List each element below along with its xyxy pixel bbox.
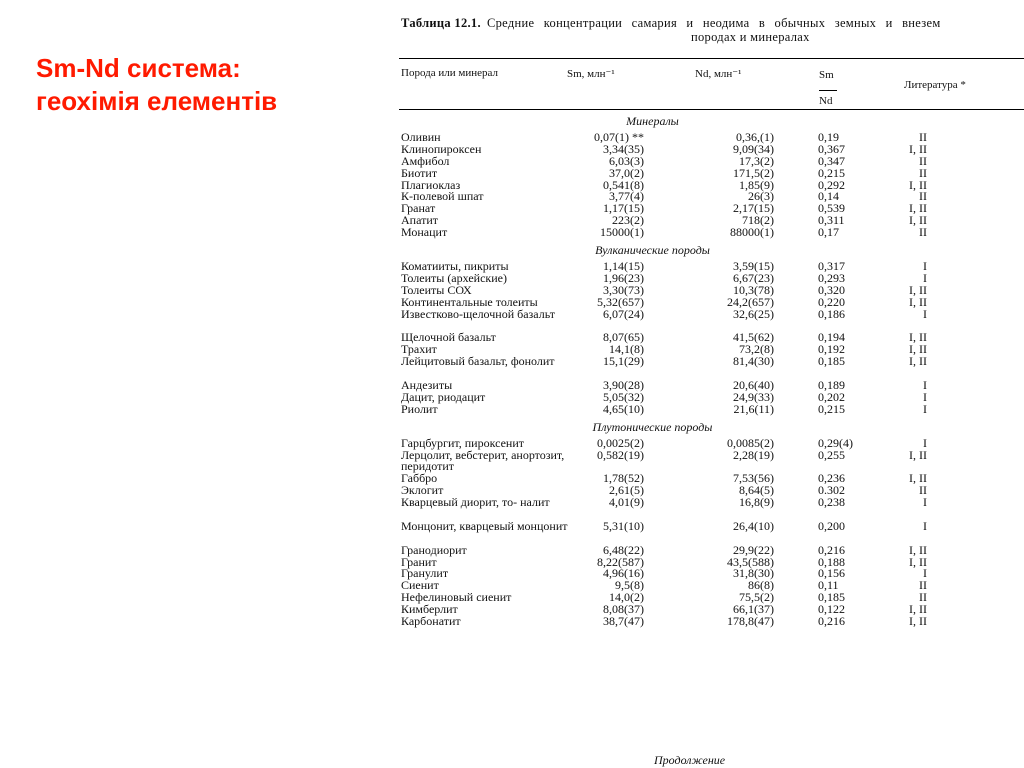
cell-rock: Кимберлит bbox=[401, 602, 458, 617]
cell-nd: 7,53(56) bbox=[733, 471, 774, 486]
cell-nd: 73,2(8) bbox=[739, 342, 774, 357]
cell-ratio: 0,189 bbox=[818, 377, 845, 392]
slide-title-line-1: Sm-Nd система: bbox=[36, 53, 241, 83]
cell-ratio: 0,292 bbox=[818, 177, 845, 192]
cell-ratio: 0,17 bbox=[818, 225, 839, 240]
cell-sm: 14,1(8) bbox=[609, 342, 644, 357]
table-caption-line-1: Средние концентрации самария и неодима в обычных земных и внезем bbox=[487, 16, 941, 30]
cell-lit: I, II bbox=[909, 141, 927, 156]
cell-lit: I, II bbox=[909, 602, 927, 617]
table-row bbox=[399, 153, 1024, 168]
table-row bbox=[399, 306, 1024, 333]
header-ratio-bottom: Nd bbox=[819, 95, 833, 107]
cell-sm: 5,32(657) bbox=[597, 294, 644, 309]
cell-ratio: 0,19 bbox=[818, 130, 839, 144]
cell-sm: 3,34(35) bbox=[603, 141, 644, 156]
section-title: Плутонические породы bbox=[592, 419, 713, 434]
cell-ratio: 0,200 bbox=[818, 518, 845, 533]
table-caption-line-2: породах и минералах bbox=[691, 30, 810, 44]
cell-rock: Кварцевый диорит, то- налит bbox=[401, 495, 550, 510]
cell-nd: 20,6(40) bbox=[733, 377, 774, 392]
cell-rock: Толеиты (архейские) bbox=[401, 270, 507, 285]
cell-ratio: 0,156 bbox=[818, 566, 845, 581]
cell-lit: II bbox=[919, 189, 927, 204]
cell-sm: 8,07(65) bbox=[603, 330, 644, 345]
section-title: Вулканические породы bbox=[595, 243, 710, 258]
cell-lit: I bbox=[923, 518, 927, 533]
cell-nd: 8,64(5) bbox=[739, 483, 774, 498]
table-caption-label: Таблица 12.1. bbox=[401, 16, 481, 30]
table-row bbox=[399, 215, 1024, 227]
cell-rock: Апатит bbox=[401, 213, 439, 228]
table-row bbox=[399, 604, 1024, 616]
cell-sm: 3,30(73) bbox=[603, 282, 644, 297]
cell-lit: II bbox=[919, 225, 927, 240]
table-row bbox=[399, 177, 1024, 192]
cell-nd: 2,17(15) bbox=[733, 201, 774, 216]
cell-lit: I bbox=[923, 495, 927, 510]
cell-ratio: 0,11 bbox=[818, 578, 839, 593]
cell-lit: I, II bbox=[909, 330, 927, 345]
header-nd: Nd, млн⁻¹ bbox=[695, 68, 742, 80]
cell-nd: 178,8(47) bbox=[727, 614, 774, 629]
cell-ratio: 0,320 bbox=[818, 282, 845, 297]
cell-rock: Клинопироксен bbox=[401, 141, 482, 156]
cell-rock: Гранодиорит bbox=[401, 542, 467, 557]
cell-nd: 88000(1) bbox=[730, 225, 774, 240]
cell-sm: 15000(1) bbox=[600, 225, 644, 240]
cell-sm: 3,77(4) bbox=[609, 189, 644, 204]
cell-nd: 16,8(9) bbox=[739, 495, 774, 510]
cell-rock: Трахит bbox=[401, 342, 437, 357]
cell-ratio: 0,220 bbox=[818, 294, 845, 309]
cell-rock: Эклогит bbox=[401, 483, 444, 498]
cell-nd: 0,0085(2) bbox=[727, 435, 774, 450]
cell-rock: К-полевой шпат bbox=[401, 189, 484, 204]
table-caption bbox=[399, 14, 1024, 46]
cell-lit: II bbox=[919, 578, 927, 593]
table-row bbox=[399, 332, 1024, 344]
cell-lit: I, II bbox=[909, 354, 927, 369]
cell-sm: 1,14(15) bbox=[603, 259, 644, 274]
cell-rock: Риолит bbox=[401, 401, 438, 416]
cell-lit: II bbox=[919, 483, 927, 498]
cell-ratio: 0,215 bbox=[818, 401, 845, 416]
cell-ratio: 0,255 bbox=[818, 447, 845, 462]
cell-sm: 223(2) bbox=[612, 213, 644, 228]
cell-lit: I bbox=[923, 270, 927, 285]
header-ratio-fraction-line bbox=[819, 90, 837, 91]
cell-lit: I bbox=[923, 435, 927, 450]
cell-nd: 9,09(34) bbox=[733, 141, 774, 156]
cell-sm: 0,541(8) bbox=[603, 177, 644, 192]
cell-ratio: 0,14 bbox=[818, 189, 839, 204]
cell-ratio: 0,29(4) bbox=[818, 435, 853, 450]
cell-sm: 8,08(37) bbox=[603, 602, 644, 617]
cell-sm: 4,96(16) bbox=[603, 566, 644, 581]
cell-nd: 1,85(9) bbox=[739, 177, 774, 192]
section-title: Минералы bbox=[626, 114, 679, 128]
cell-lit: I, II bbox=[909, 342, 927, 357]
slide-title bbox=[36, 52, 356, 118]
cell-sm: 0,582(19) bbox=[597, 447, 644, 462]
cell-nd: 26,4(10) bbox=[733, 518, 774, 533]
cell-nd: 29,9(22) bbox=[733, 542, 774, 557]
cell-ratio: 0,347 bbox=[818, 153, 845, 168]
cell-lit: I bbox=[923, 389, 927, 404]
table-row bbox=[399, 165, 1024, 180]
cell-rock: Дацит, риодацит bbox=[401, 389, 486, 404]
cell-ratio: 0,317 bbox=[818, 259, 845, 274]
table-row bbox=[399, 203, 1024, 215]
cell-ratio: 0,202 bbox=[818, 389, 845, 404]
cell-nd: 26(3) bbox=[748, 189, 774, 204]
cell-rock: Амфибол bbox=[401, 153, 450, 168]
table-row bbox=[399, 191, 1024, 203]
cell-sm: 1,78(52) bbox=[603, 471, 644, 486]
cell-sm: 4,65(10) bbox=[603, 401, 644, 416]
table-row bbox=[399, 518, 1024, 545]
cell-rock: Габбро bbox=[401, 471, 438, 486]
cell-nd: 31,8(30) bbox=[733, 566, 774, 581]
cell-sm: 5,31(10) bbox=[603, 518, 644, 533]
cell-rock: Лерцолит, вебстерит, анортозит, перидотит bbox=[401, 447, 565, 474]
cell-rock: Сиенит bbox=[401, 578, 439, 593]
cell-ratio: 0.302 bbox=[818, 483, 845, 498]
cell-sm: 0,07(1) ** bbox=[594, 130, 644, 144]
cell-lit: I, II bbox=[909, 177, 927, 192]
cell-rock: Щелочной базальт bbox=[401, 330, 496, 345]
table-continuation: Продолжение bbox=[654, 753, 726, 767]
cell-rock: Лейцитовый базальт, фонолит bbox=[401, 354, 555, 369]
cell-lit: I bbox=[923, 401, 927, 416]
cell-sm: 8,22(587) bbox=[597, 554, 644, 569]
cell-ratio: 0,539 bbox=[818, 201, 845, 216]
cell-sm: 6,07(24) bbox=[603, 306, 644, 321]
cell-lit: I, II bbox=[909, 213, 927, 228]
cell-ratio: 0,367 bbox=[818, 141, 845, 156]
table-row bbox=[399, 497, 1024, 521]
cell-ratio: 0,122 bbox=[818, 602, 845, 617]
cell-nd: 66,1(37) bbox=[733, 602, 774, 617]
cell-lit: I, II bbox=[909, 201, 927, 216]
cell-nd: 41,5(62) bbox=[733, 330, 774, 345]
cell-lit: I, II bbox=[909, 471, 927, 486]
cell-ratio: 0,216 bbox=[818, 542, 845, 557]
cell-ratio: 0,186 bbox=[818, 306, 845, 321]
cell-nd: 24,2(657) bbox=[727, 294, 774, 309]
cell-nd: 75,5(2) bbox=[739, 590, 774, 605]
cell-ratio: 0,188 bbox=[818, 554, 845, 569]
cell-nd: 6,67(23) bbox=[733, 270, 774, 285]
cell-nd: 2,28(19) bbox=[733, 447, 774, 462]
cell-rock: Карбонатит bbox=[401, 614, 461, 629]
cell-sm: 1,96(23) bbox=[603, 270, 644, 285]
table-row bbox=[399, 447, 1024, 474]
cell-sm: 37,0(2) bbox=[609, 165, 644, 180]
cell-sm: 6,03(3) bbox=[609, 153, 644, 168]
cell-nd: 24,9(33) bbox=[733, 389, 774, 404]
table-row bbox=[399, 377, 1024, 392]
table-row bbox=[399, 616, 1024, 628]
cell-rock: Гранат bbox=[401, 201, 436, 216]
cell-rock: Биотит bbox=[401, 165, 438, 180]
cell-ratio: 0,185 bbox=[818, 590, 845, 605]
cell-ratio: 0,192 bbox=[818, 342, 845, 357]
cell-rock: Монцонит, кварцевый монцонит bbox=[401, 518, 568, 533]
cell-nd: 32,6(25) bbox=[733, 306, 774, 321]
table-row bbox=[399, 132, 1024, 144]
header-rock: Порода или минерал bbox=[401, 67, 498, 79]
cell-rock: Гранит bbox=[401, 554, 437, 569]
cell-rock: Монацит bbox=[401, 225, 448, 240]
header-sm: Sm, млн⁻¹ bbox=[567, 68, 615, 80]
cell-lit: I bbox=[923, 306, 927, 321]
cell-ratio: 0,238 bbox=[818, 495, 845, 510]
cell-lit: II bbox=[919, 153, 927, 168]
cell-sm: 9,5(8) bbox=[615, 578, 644, 593]
cell-ratio: 0,311 bbox=[818, 213, 845, 228]
cell-rock: Гранулит bbox=[401, 566, 449, 581]
cell-sm: 38,7(47) bbox=[603, 614, 644, 629]
cell-ratio: 0,216 bbox=[818, 614, 845, 629]
table-row bbox=[399, 473, 1024, 485]
cell-sm: 0,0025(2) bbox=[597, 435, 644, 450]
cell-ratio: 0,185 bbox=[818, 354, 845, 369]
cell-nd: 43,5(588) bbox=[727, 554, 774, 569]
cell-rock: Оливин bbox=[401, 130, 441, 144]
cell-lit: I bbox=[923, 377, 927, 392]
cell-rock: Известково-щелочной базальт bbox=[401, 306, 555, 321]
cell-rock: Гарцбургит, пироксенит bbox=[401, 435, 524, 450]
cell-nd: 3,59(15) bbox=[733, 259, 774, 274]
table-row bbox=[399, 542, 1024, 557]
cell-lit: I, II bbox=[909, 542, 927, 557]
cell-lit: II bbox=[919, 130, 927, 144]
cell-nd: 17,3(2) bbox=[739, 153, 774, 168]
cell-lit: I, II bbox=[909, 294, 927, 309]
cell-rock: Толеиты СОХ bbox=[401, 282, 472, 297]
table-row bbox=[399, 389, 1024, 404]
header-lit: Литература * bbox=[904, 79, 966, 91]
cell-sm: 14,0(2) bbox=[609, 590, 644, 605]
cell-lit: II bbox=[919, 590, 927, 605]
cell-sm: 6,48(22) bbox=[603, 542, 644, 557]
scanned-table-page bbox=[399, 14, 1024, 768]
header-ratio-top: Sm bbox=[819, 69, 834, 81]
cell-ratio: 0,236 bbox=[818, 471, 845, 486]
cell-rock: Коматииты, пикриты bbox=[401, 259, 509, 274]
cell-lit: I bbox=[923, 259, 927, 274]
cell-rock: Нефелиновый сиенит bbox=[401, 590, 512, 605]
table-row bbox=[399, 554, 1024, 569]
table-row bbox=[399, 227, 1024, 239]
cell-nd: 0,36,(1) bbox=[736, 130, 774, 144]
cell-lit: I, II bbox=[909, 282, 927, 297]
cell-rock: Андезиты bbox=[401, 377, 453, 392]
cell-lit: I, II bbox=[909, 614, 927, 629]
cell-ratio: 0,215 bbox=[818, 165, 845, 180]
cell-rock: Плагиоклаз bbox=[401, 177, 461, 192]
cell-sm: 4,01(9) bbox=[609, 495, 644, 510]
cell-nd: 10,3(78) bbox=[733, 282, 774, 297]
table-header bbox=[399, 59, 1024, 109]
cell-sm: 5,05(32) bbox=[603, 389, 644, 404]
cell-nd: 21,6(11) bbox=[733, 401, 774, 416]
cell-lit: I, II bbox=[909, 554, 927, 569]
table-row bbox=[399, 568, 1024, 580]
cell-nd: 86(8) bbox=[748, 578, 774, 593]
table-row bbox=[399, 356, 1024, 380]
cell-nd: 81,4(30) bbox=[733, 354, 774, 369]
cell-sm: 1,17(15) bbox=[603, 201, 644, 216]
table-row bbox=[399, 270, 1024, 285]
cell-sm: 3,90(28) bbox=[603, 377, 644, 392]
cell-nd: 718(2) bbox=[742, 213, 774, 228]
table-row bbox=[399, 592, 1024, 604]
cell-lit: I bbox=[923, 566, 927, 581]
cell-lit: I, II bbox=[909, 447, 927, 462]
cell-ratio: 0,293 bbox=[818, 270, 845, 285]
table-row bbox=[399, 141, 1024, 156]
cell-sm: 15,1(29) bbox=[603, 354, 644, 369]
cell-ratio: 0,194 bbox=[818, 330, 845, 345]
table-row bbox=[399, 401, 1024, 416]
cell-nd: 171,5(2) bbox=[733, 165, 774, 180]
table-body bbox=[399, 110, 1024, 628]
cell-rock: Континентальные толеиты bbox=[401, 294, 538, 309]
cell-sm: 2,61(5) bbox=[609, 483, 644, 498]
slide-title-line-2: геохімія елементів bbox=[36, 86, 278, 116]
cell-lit: II bbox=[919, 165, 927, 180]
